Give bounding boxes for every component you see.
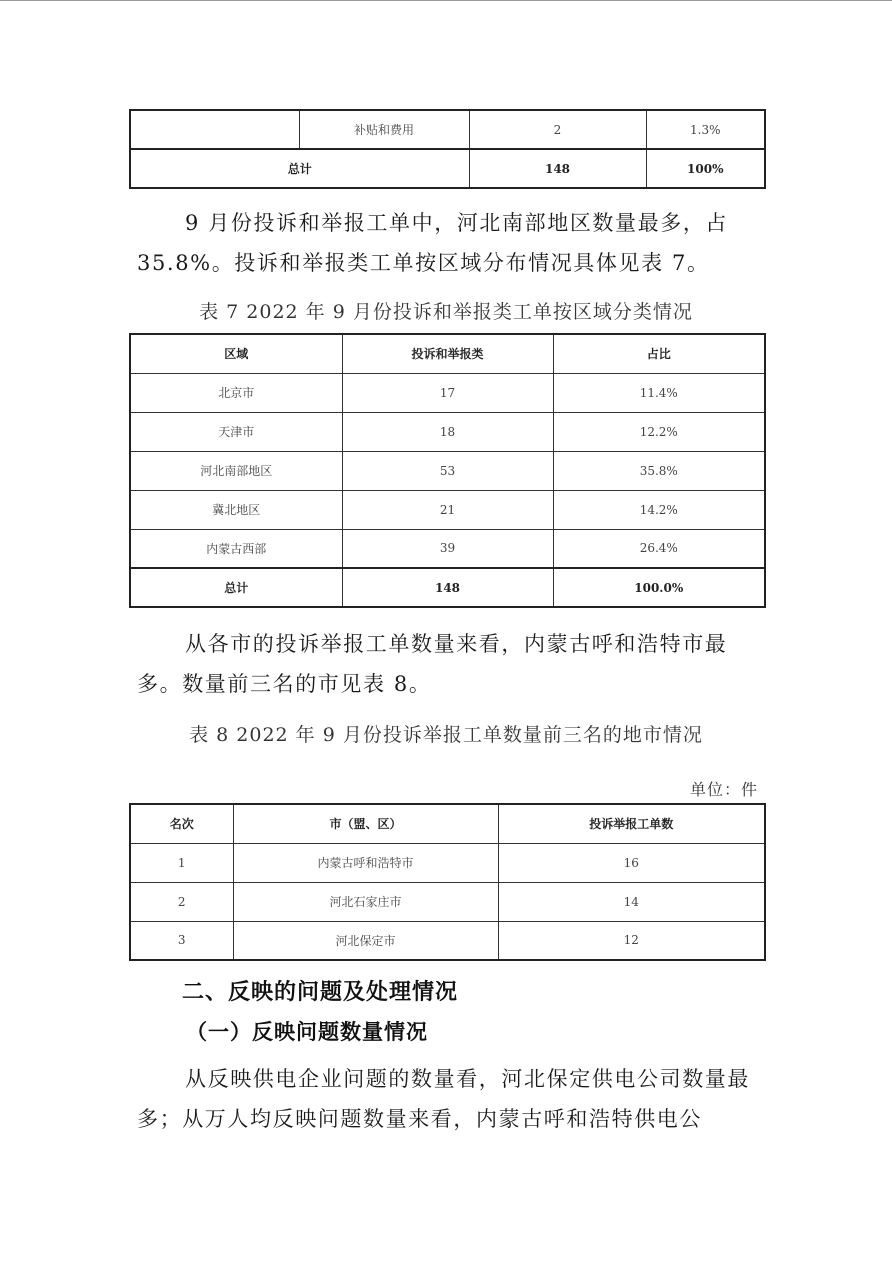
paragraph-2: 从各市的投诉举报工单数量来看，内蒙古呼和浩特市最多。数量前三名的市见表 8。 — [137, 632, 728, 696]
table-row — [130, 412, 765, 451]
table-header-cell: 市（盟、区） — [233, 804, 498, 843]
table-cell: 148 — [342, 568, 553, 607]
paragraph-3: 从反映供电企业问题的数量看，河北保定供电公司数量最多；从万人均反映问题数量来看，内蒙古呼和浩特供电公 — [137, 1067, 750, 1131]
table-header-cell: 名次 — [130, 804, 233, 843]
table-8 — [129, 803, 766, 961]
table-row — [130, 110, 765, 149]
section-heading: 二、反映的问题及处理情况 — [182, 980, 459, 1005]
table-cell: 内蒙古呼和浩特市 — [233, 843, 498, 882]
table-cell: 1.3% — [646, 110, 765, 149]
table-row — [130, 921, 765, 960]
table-total-row — [130, 149, 765, 188]
table-7-caption: 表 7 2022 年 9 月份投诉和举报类工单按区域分类情况 — [199, 301, 693, 323]
table-cell: 53 — [342, 451, 553, 490]
table-cell: 12 — [498, 921, 765, 960]
table-cell: 26.4% — [553, 529, 765, 568]
table-header-row — [130, 804, 765, 843]
table-cell: 14 — [498, 882, 765, 921]
table-cell: 河北南部地区 — [130, 451, 342, 490]
table-cell: 14.2% — [553, 490, 765, 529]
table-cell: 39 — [342, 529, 553, 568]
table-total-row — [130, 568, 765, 607]
table-row — [130, 373, 765, 412]
table-cell: 100% — [646, 149, 765, 188]
table-cell: 18 — [342, 412, 553, 451]
table-cell: 天津市 — [130, 412, 342, 451]
table-header-cell: 占比 — [553, 334, 765, 373]
table-header-cell: 投诉举报工单数 — [498, 804, 765, 843]
table-row — [130, 882, 765, 921]
table-cell: 100.0% — [553, 568, 765, 607]
page-top-border — [0, 0, 892, 1]
table-cell: 21 — [342, 490, 553, 529]
table-cell: 河北石家庄市 — [233, 882, 498, 921]
table-8-caption: 表 8 2022 年 9 月份投诉举报工单数量前三名的地市情况 — [189, 724, 703, 746]
table-header-row — [130, 334, 765, 373]
table-cell: 2 — [469, 110, 646, 149]
table-header-cell: 区域 — [130, 334, 342, 373]
table-header-cell: 投诉和举报类 — [342, 334, 553, 373]
table-cell: 河北保定市 — [233, 921, 498, 960]
table-cell: 3 — [130, 921, 233, 960]
table-8-unit: 单位：件 — [689, 780, 758, 799]
table-cell: 12.2% — [553, 412, 765, 451]
table-cell — [130, 110, 299, 149]
table-row — [130, 843, 765, 882]
table-cell: 1 — [130, 843, 233, 882]
table-cell: 冀北地区 — [130, 490, 342, 529]
table-6-tail — [129, 109, 766, 189]
table-cell: 北京市 — [130, 373, 342, 412]
table-cell: 35.8% — [553, 451, 765, 490]
table-cell: 总计 — [130, 568, 342, 607]
table-cell: 内蒙古西部 — [130, 529, 342, 568]
table-row — [130, 529, 765, 568]
table-cell: 17 — [342, 373, 553, 412]
table-cell: 148 — [469, 149, 646, 188]
table-cell: 2 — [130, 882, 233, 921]
table-cell: 11.4% — [553, 373, 765, 412]
paragraph-1: 9 月份投诉和举报工单中，河北南部地区数量最多，占35.8%。投诉和举报类工单按区域分布情况具体见表 7。 — [137, 211, 729, 275]
table-row — [130, 490, 765, 529]
table-cell: 16 — [498, 843, 765, 882]
subsection-heading: （一）反映问题数量情况 — [186, 1020, 428, 1044]
table-row — [130, 451, 765, 490]
table-cell: 补贴和费用 — [299, 110, 469, 149]
table-7 — [129, 333, 766, 608]
table-cell: 总计 — [130, 149, 469, 188]
